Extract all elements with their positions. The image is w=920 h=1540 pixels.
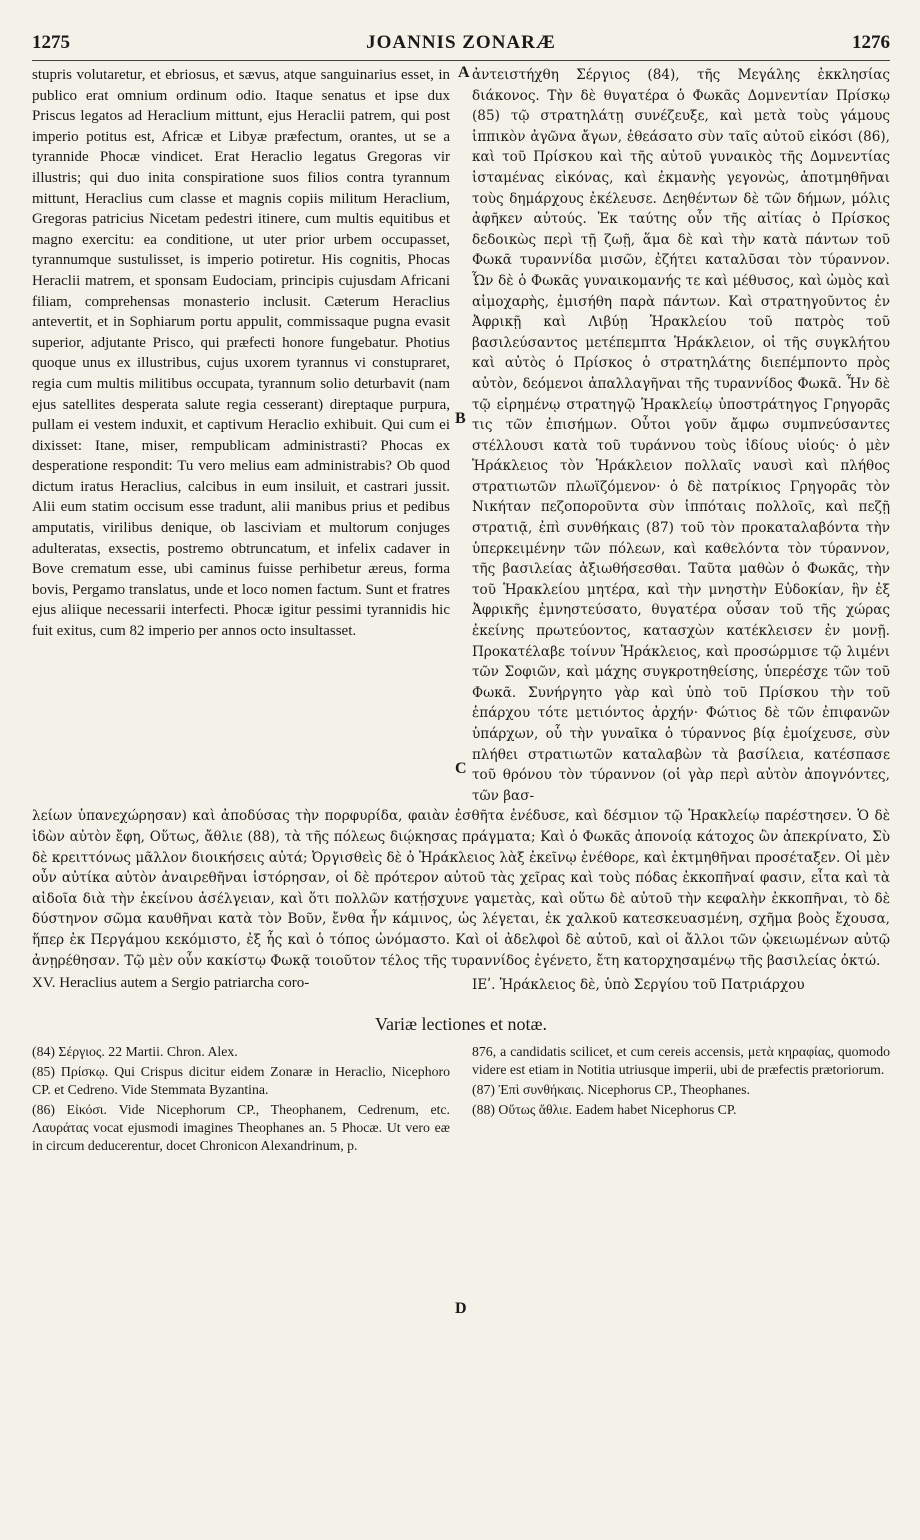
latin-column (32, 65, 450, 806)
margin-marker-b: B (455, 410, 466, 427)
greek-text: ἀντειστήχθη Σέργιος (84), τῆς Μεγάλης ἐκκλησίας διάκονος. Τὴν δὲ θυγατέρα ὁ Φωκᾶς Δομνεντίαν Πρίσκῳ (85) τῷ στρατηλάτῃ συνέζευξε, καὶ μετὰ τοὺς γάμους ἱππικὸν ἀγῶνα ἄγων, ἐθεάσατο σὺν ταῖς αὐτοῦ εἰκόσι (86), καὶ τοῦ Πρίσκου καὶ τῆς αὐτοῦ γυναικὸς τῆς Δομνεντίας ἱσταμένας εἰκόνας, καὶ ἐκμανὴς γεγονὼς, ἀποτμηθῆναι τοὺς δημάρχους ἐκέλευσε. Δεηθέντων δὲ τῶν δήμων, μόλις ἀφῆκεν αὐτούς. Ἐκ ταύτης οὖν τῆς αἰτίας ὁ Πρίσκος δεδοικὼς περὶ τῇ ζωῇ, ἅμα δὲ καὶ τὴν κατὰ πάντων τοῦ Φωκᾶ τυραννίδα μισῶν, ἐζήτει καταλῦσαι τὸν τύραννον. Ὧν δὲ ὁ Φωκᾶς γυναικομανής τε καὶ μέθυσος, καὶ ὠμὸς καὶ αἱμοχαρὴς, ἐμισήθη παρὰ πάντων. Καὶ στρατηγοῦντος ἐν Ἀφρικῇ καὶ Λιβύῃ Ἡρακλείου τοῦ πατρὸς τοῦ βασιλεύσαντος μετέπεμπτα Ἡράκλειον, οἱ τῆς συγκλήτου καὶ αὐτὸς ὁ Πρίσκος ὁ στρατηλάτης διεπέμποντο πρὸς αὐτὸν, δεόμενοι ἀπαλλαγῆναι τῆς τυραννίδος Φωκᾶ. Ἦν δὲ τῷ εἰρημένῳ στρατηγῷ Ἡρακλείῳ ὑποστράτηγος Γρηγορᾶς τις τῶν ἐπισήμων. Οὗτοι γοῦν ἄμφω συμπνεύσαντες στέλλουσι κατὰ τοῦ τυράννου τοὺς ἰδίους υἱούς· ὁ μὲν Ἡράκλειος τὸν Ἡράκλειον πολλαῖς ναυσὶ καὶ πλήθος στρατιωτῶν πλωϊζόμενον· ὁ δὲ πατρίκιος Γρηγορᾶς τὸν Νικήταν πεζοπορoῦντα σὺν ἱππόταις πολλοῖς, καὶ πεζῇ στρατιᾷ, ἐπὶ συνθήκαις (87) τοῦ τὸν προκαταλαβόντα τὴν ὑπερκειμένην τῶν πόλεων, καὶ καθελόντα τὸν τύραννον, τῆς βασιλείας ἀξιωθήσεσθαι. Ταῦτα μαθὼν ὁ Φωκᾶς, τὴν τοῦ Ἡρακλείου μητέρα, καὶ τὴν μνηστὴν Εὐδοκίαν, ἣν ἐξ Ἀφρικῆς ἐμνηστεύσατο, θυγατέρα οὖσαν τοῦ τῆς χώρας ἐκείνης πρωτεύοντος, κατασχὼν κατέκλεισεν ἐν μονῇ. Προκατέλαβε τοίνυν Ἡράκλειος, καὶ προσώρμισε τῷ λιμένι τῶν Σοφιῶν, καὶ μάχης συγκροτηθείσης, ὑπερέσχε τῶν τοῦ Φωκᾶ. Συνήργητο γὰρ καὶ ὑπὸ τοῦ Πρίσκου τὴν τοῦ ἐπάρχου τότε μετιόντος ἀρχήν· Φώτιος δὲ τῶν ἐπιφανῶν ὑπάρχων, οὗ τὴν γυναῖκα ὁ τύραννος βίᾳ ἐμοίχευσε, σὺν πλήθει στρατιωτῶν καταλαβὼν τὰ βασίλεια, κατέσπασε τοῦ θρόνου τὸν τύραννον (οἱ γὰρ περὶ αὐτὸν ἀπογνόντες, τῶν βασ- (472, 67, 890, 804)
section-greek-heading: ΙΕʹ. Ἡράκλειος δὲ, ὑπὸ Σεργίου τοῦ Πατριάρχου (472, 977, 805, 994)
greek-full-width-text: λείων ὑπανεχώρησαν) καὶ ἀποδύσας τὴν πορφυρίδα, φαιὰν ἐσθῆτα ἐνέδυσε, καὶ δέσμιον τῷ Ἡρακλείῳ παρέστησεν. Ὁ δὲ ἰδὼν αὐτὸν ἔφη, Οὕτως, ἄθλιε (88), τὰ τῆς πόλεως διῴκησας πράγματα; Καὶ ὁ Φωκᾶς ἀπονοίᾳ κάτοχος ὢν ἀπεκρίνατο, Σὺ δὲ κρειττόνως μᾶλλον διοικήσεις αὐτά; Ὀργισθεὶς δὲ ὁ Ἡράκλειος λὰξ ἐκεῖνῳ ἐνέθορε, καὶ ἐκτμηθῆναι προσέταξεν. Οἱ μὲν οὖν αὐτίκα αὐτὸν ἀναιρεθῆναι ἱστόρησαν, οἱ δὲ πρότερον αὐτοῦ τὰς χεῖρας καὶ τοὺς πόδας ἐκκοπῆναί φασιν, εἶτα καὶ τὰ αἰδοῖα διὰ τὴν ἐκείνου ἀσέλγειαν, καὶ ὅτι πολλῶν κατῄσχυνε γαμετὰς, καὶ οὕτω δὲ αὐτοῦ τὴν κεφαλὴν ἐκκοπῆναι, τὸ δὲ δύστηνον σῶμα καυθῆναι κατὰ τὸν Βοῦν, ἔνθα ἦν κάμινος, ὡς λέγεται, ἐκ χαλκοῦ κατεσκευασμένη, σχῆμα βοὸς ἔχουσα, ἥπερ ἐκ Περγάμου κεκόμιστο, ἐξ ἧς καὶ ὁ τόπος ὠνόμαστο. Καὶ οἱ ἀδελφοὶ δὲ αὐτοῦ, καὶ οἱ ἄλλοι τῶν ᾠκειωμένων αὐτῷ ἀνῃρέθησαν. Τῷ μὲν οὖν κακίστῳ Φωκᾷ τοιοῦτον τέλος τῆς τυραννίδος ἐγένετο, ἔτη κατορχησαμένῳ τῆς βασιλείας ὀκτώ. (32, 808, 890, 969)
margin-marker-d: D (455, 1300, 467, 1317)
latin-text: stupris volutaretur, et ebriosus, et sævus, atque sanguinarius esset, in publico erat omnium ordinum odio. Itaque senatus et ipse dux Priscus legatos ad Heraclium mittunt, ejus Heraclii patrem, qui post imperio potitus est, Africæ et Libyæ præfectum, orantes, ut se a tyrannide Phocæ vindicet. Erat Heraclio legatus Gregoras vir illustris; qui duo inita conspiratione suos filios contra tyrannum mittunt, Heraclius cum classe et magnis copiis militum Heraclium, Gregoras patricius Nicetam pedestri itinere, cum multis equitibus et magno exercitu: ea conditione, ut uter prior urbem occupasset, tyrannumque sustulisset, is imperio potiretur. His cognitis, Phocas Heraclii matrem, et sponsam Eudociam, principis cujusdam Africani filiam, comprehensas monasterio inclusit. Cæterum Heraclius antevertit, et in Sophiarum portu appulit, commissaque pugna evasit superior, adjutante Prisco, qui præfecti honore fungebatur. Photius quoque unus ex illustribus, cujus uxorem tyrannus vi constupraret, regia cum multis militibus occupata, tyrannum solio deturbavit (nam ejus satellites desperata salute regia cesserant) direptaque purpura, pullam ei vestem induxit, et captivum Heraclio exhibuit. Qui cum ei dixisset: Itane, miser, rempublicam administrasti? Phocas ex desperatione respondit: Tu vero melius eam administrabis? Ob quod dictum iratus Heraclius, calcibus in eum insiluit, et castrari jussit. Alii eum statim occisum esse tradunt, alii manibus prius et pedibus amputatis, virilibus denique, ob lasciviam et multorum conjuges adulteratas, exsectis, postremo obtruncatum, et infelix cadaver in Bove crematum esse, ubi caminus fuisse perhibetur æreus, forma bovis, Pergamo translatus, unde et loco nomen factum. Sunt et fratres ejus aliique necessarii interfecti. Phocæ igitur pessimi tyrannidis hic fuit exitus, cum 82 imperio per annos octo insultasset. (32, 67, 450, 640)
note-86-continued: 876, a candidatis scilicet, et cum cereis accensis, μετὰ κηραφίας, quomodo videre est etiam in Notitia utriusque imperii, ubi de præfectis prætoriorum. (472, 1043, 890, 1077)
note-86: (86) Εἰκόσι. Vide Nicephorum CP., Theophanem, Cedrenum, etc. Λαυράτας vocat ejusmodi imagines Theophanes an. 5 Phocæ. Ut vero eæ in circum deducerentur, docet Chronicon Alexandrinum, p. (32, 1101, 450, 1153)
note-85: (85) Πρίσκῳ. Qui Crispus dicitur eidem Zonaræ in Heraclio, Nicephoro CP. et Cedreno. Vide Stemmata Byzantina. (32, 1063, 450, 1097)
note-88: (88) Οὕτως ἄθλιε. Eadem habet Nicephorus CP. (472, 1101, 737, 1117)
note-84: (84) Σέργιος. 22 Martii. Chron. Alex. (32, 1043, 238, 1059)
margin-marker-a: A (458, 64, 470, 81)
main-columns (32, 65, 890, 806)
section-latin-heading: XV. Heraclius autem a Sergio patriarcha coro- (32, 975, 310, 992)
margin-marker-c: C (455, 760, 467, 777)
greek-column (472, 65, 890, 806)
notes-section (32, 1043, 890, 1157)
running-title: JOANNIS ZONARÆ (366, 32, 556, 53)
note-87: (87) Ἐπὶ συνθήκαις. Nicephorus CP., Theophanes. (472, 1081, 750, 1097)
section-heading-row (32, 975, 890, 996)
notes-title: Variæ lectiones et notæ. (375, 1013, 547, 1034)
page-header (32, 24, 890, 61)
page-number-right: 1276 (852, 32, 890, 53)
notes-right-column (472, 1043, 890, 1157)
notes-left-column (32, 1043, 450, 1157)
page-number-left: 1275 (32, 32, 70, 53)
